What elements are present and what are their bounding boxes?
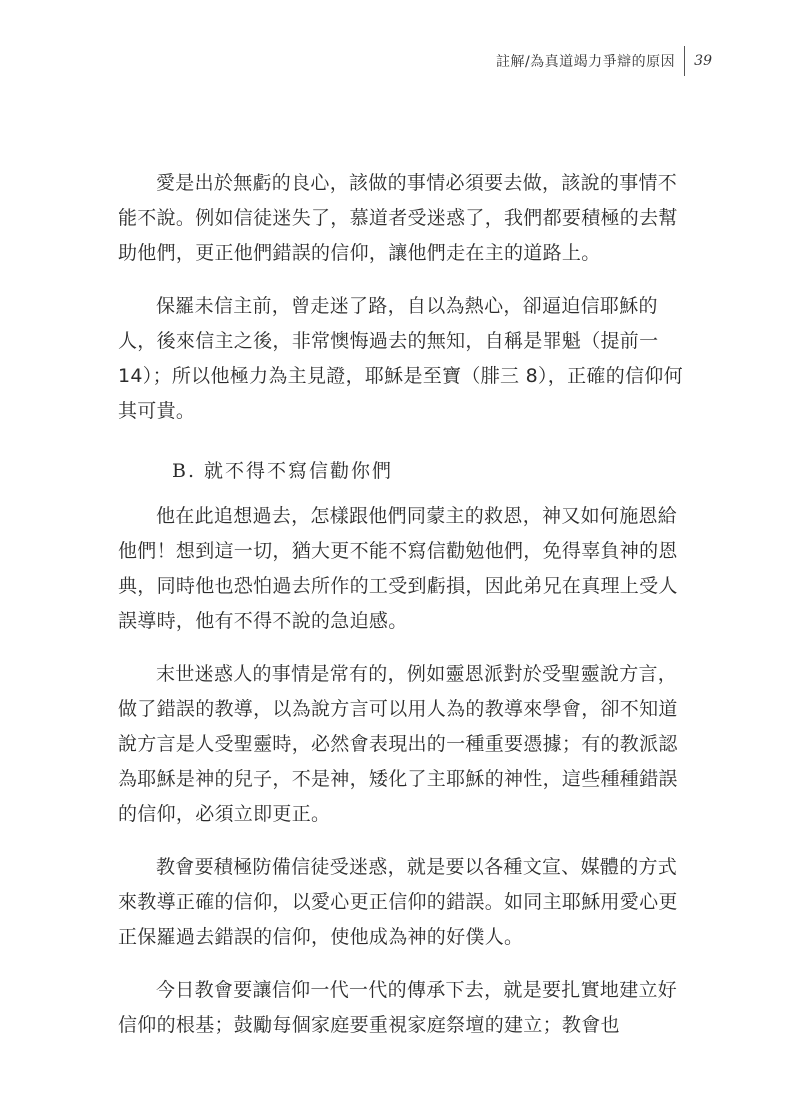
paragraph: 愛是出於無虧的良心，該做的事情必須要去做，該說的事情不能不說。例如信徒迷失了，慕道者受迷惑了，我們都要積極的去幫助他們，更正他們錯誤的信仰，讓他們走在主的道路上。 xyxy=(118,172,678,264)
header-divider xyxy=(684,46,685,76)
paragraph: 教會要積極防備信徒受迷惑，就是要以各種文宣、媒體的方式來教導正確的信仰，以愛心更正信仰的錯誤。如同主耶穌用愛心更正保羅過去錯誤的信仰，使他成為神的好僕人。 xyxy=(118,856,678,948)
paragraph: 他在此追想過去，怎樣跟他們同蒙主的救恩，神又如何施恩給他們！想到這一切，猶大更不能不寫信勸勉他們，免得辜負神的恩典，同時他也恐怕過去所作的工受到虧損，因此弟兄在真理上受人誤導時，他有不得不說的急迫感。 xyxy=(118,505,678,632)
page-number: 39 xyxy=(694,53,712,69)
section-heading: B. 就不得不寫信勸你們 xyxy=(172,460,394,482)
running-header-title: 註解/為真道竭力爭辯的原因 xyxy=(495,54,676,70)
paragraph: 末世迷惑人的事情是常有的，例如靈恩派對於受聖靈說方言，做了錯誤的教導，以為說方言可以用人為的教導來學會，卻不知道說方言是人受聖靈時，必然會表現出的一種重要憑據；有的教派認為耶穌是神的兒子，不是神，矮化了主耶穌的神性，這些種種錯誤的信仰，必須立即更正。 xyxy=(118,663,678,825)
running-header xyxy=(496,48,712,74)
paragraph: 保羅未信主前，曾走迷了路，自以為熱心，卻逼迫信耶穌的人，後來信主之後，非常懊悔過去的無知，自稱是罪魁（提前一14）；所以他極力為主見證，耶穌是至寶（腓三 8），正確的信仰何其可貴。 xyxy=(118,295,683,422)
page-body xyxy=(118,166,684,1061)
paragraph: 今日教會要讓信仰一代一代的傳承下去，就是要扎實地建立好信仰的根基；鼓勵每個家庭要重視家庭祭壇的建立；教會也 xyxy=(118,979,678,1036)
